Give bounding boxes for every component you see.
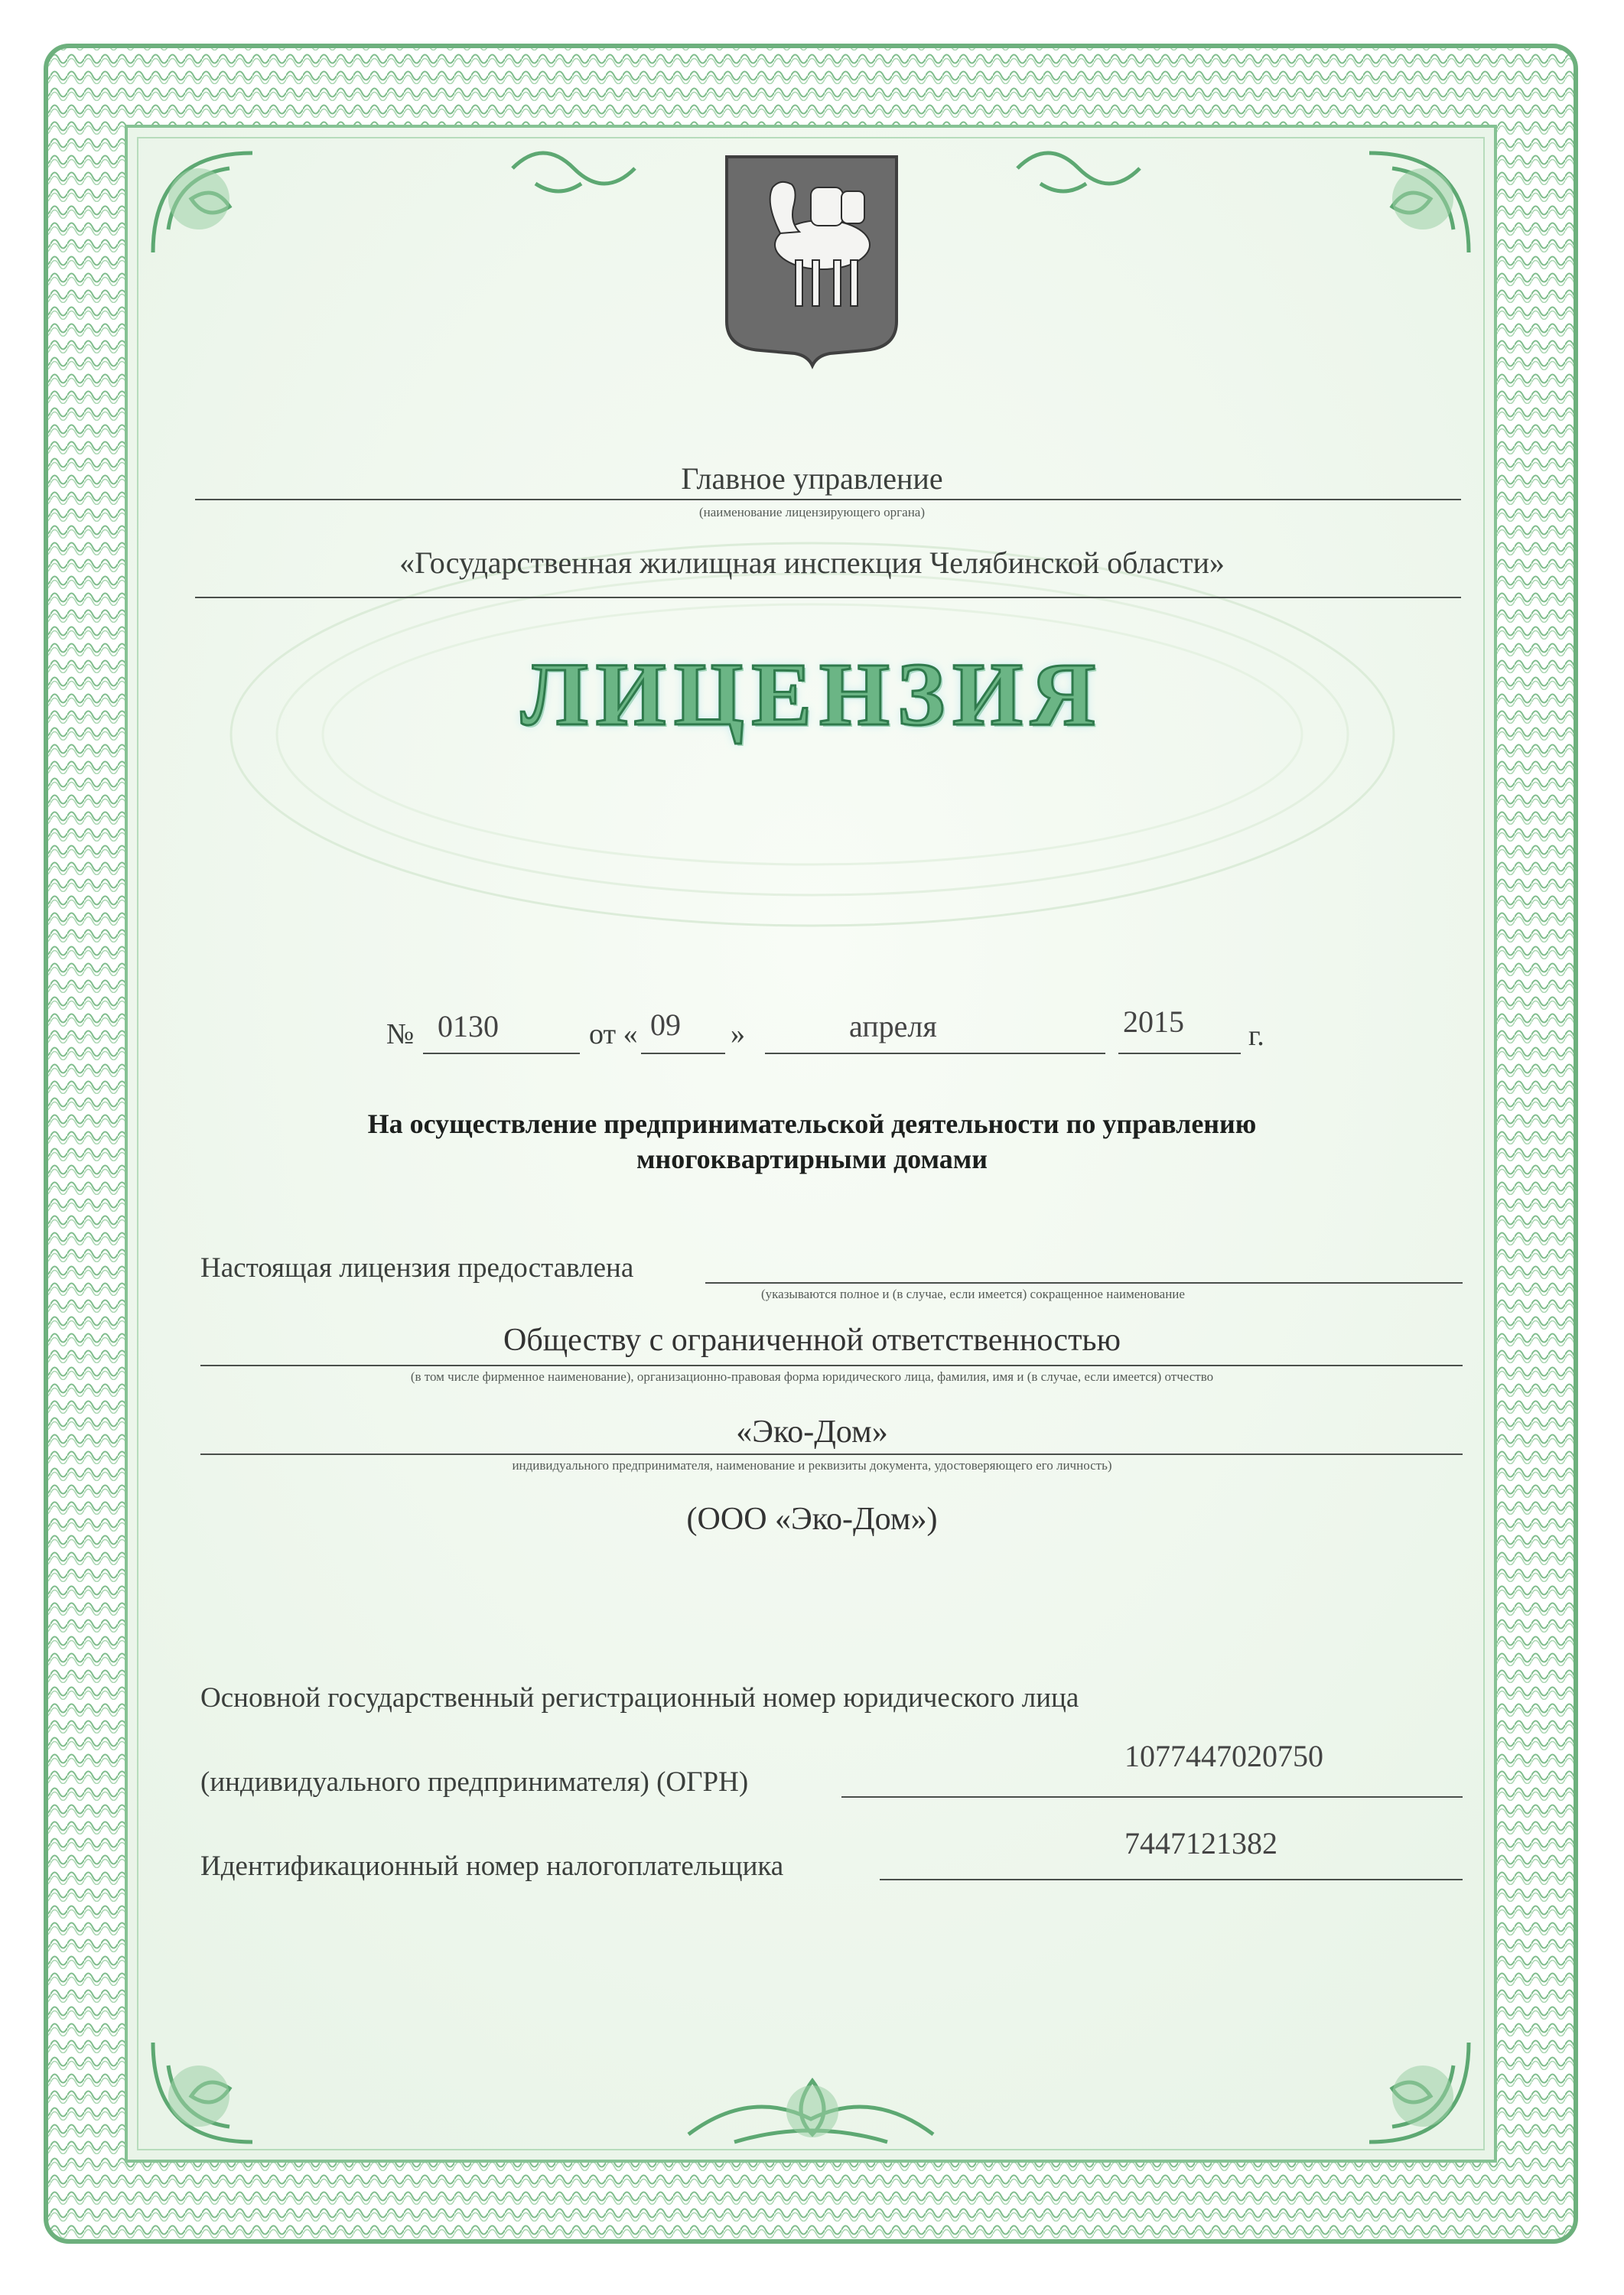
license-year: 2015 xyxy=(1123,1004,1184,1039)
license-number: 0130 xyxy=(438,1009,499,1043)
inn-label: Идентификационный номер налогоплательщика xyxy=(200,1851,784,1882)
document-title: ЛИЦЕНЗИЯ xyxy=(520,644,1104,744)
ogrn-underline xyxy=(841,1796,1463,1798)
purpose-line1: На осуществление предпринимательской деятельности по управлению xyxy=(367,1108,1257,1139)
licensee-caption-2: (в том числе фирменное наименование), организационно-правовая форма юридического лица, фамилия, имя и (в случае, если имеется) отчество xyxy=(410,1369,1214,1384)
purpose-line2: многоквартирными домами xyxy=(636,1144,988,1174)
authority-name-line2: «Государственная жилищная инспекция Челябинской области» xyxy=(399,545,1225,580)
licensee-value-1: Обществу с ограниченной ответственностью xyxy=(503,1323,1121,1358)
license-day: 09 xyxy=(650,1008,681,1042)
year-underline xyxy=(1118,1053,1241,1054)
from-label: от « xyxy=(589,1018,638,1050)
inn-value: 7447121382 xyxy=(1124,1826,1277,1860)
licensee-underline-2 xyxy=(200,1365,1463,1366)
month-underline xyxy=(765,1053,1105,1054)
coat-of-arms-emblem xyxy=(727,157,897,366)
authority-caption: (наименование лицензирующего органа) xyxy=(698,505,925,519)
inn-underline xyxy=(880,1879,1463,1880)
number-label: № xyxy=(386,1018,415,1050)
day-underline xyxy=(641,1053,725,1054)
licensee-label: Настоящая лицензия предоставлена xyxy=(200,1252,634,1284)
authority-name-line1: Главное управление xyxy=(681,461,943,496)
licensee-caption-3: индивидуального предпринимателя, наименование и реквизиты документа, удостоверяющего его личность) xyxy=(512,1458,1112,1473)
day-close-quote: » xyxy=(731,1018,745,1050)
licensee-underline-3 xyxy=(200,1454,1463,1455)
ogrn-value: 1077447020750 xyxy=(1124,1739,1323,1773)
licensee-caption-1: (указываются полное и (в случае, если имеется) сокращенное наименование xyxy=(761,1287,1185,1301)
ogrn-label-2: (индивидуального предпринимателя) (ОГРН) xyxy=(200,1766,749,1798)
authority-underline-2 xyxy=(195,597,1461,598)
authority-underline xyxy=(195,499,1461,500)
licensee-value-3: (ООО «Эко-Дом») xyxy=(686,1502,938,1537)
ogrn-label-1: Основной государственный регистрационный номер юридического лица xyxy=(200,1682,1079,1714)
number-underline xyxy=(423,1053,580,1054)
licensee-value-2: «Эко-Дом» xyxy=(736,1414,888,1450)
year-suffix: г. xyxy=(1248,1020,1264,1052)
license-month: апреля xyxy=(849,1009,937,1043)
licensee-underline-1 xyxy=(705,1282,1463,1284)
